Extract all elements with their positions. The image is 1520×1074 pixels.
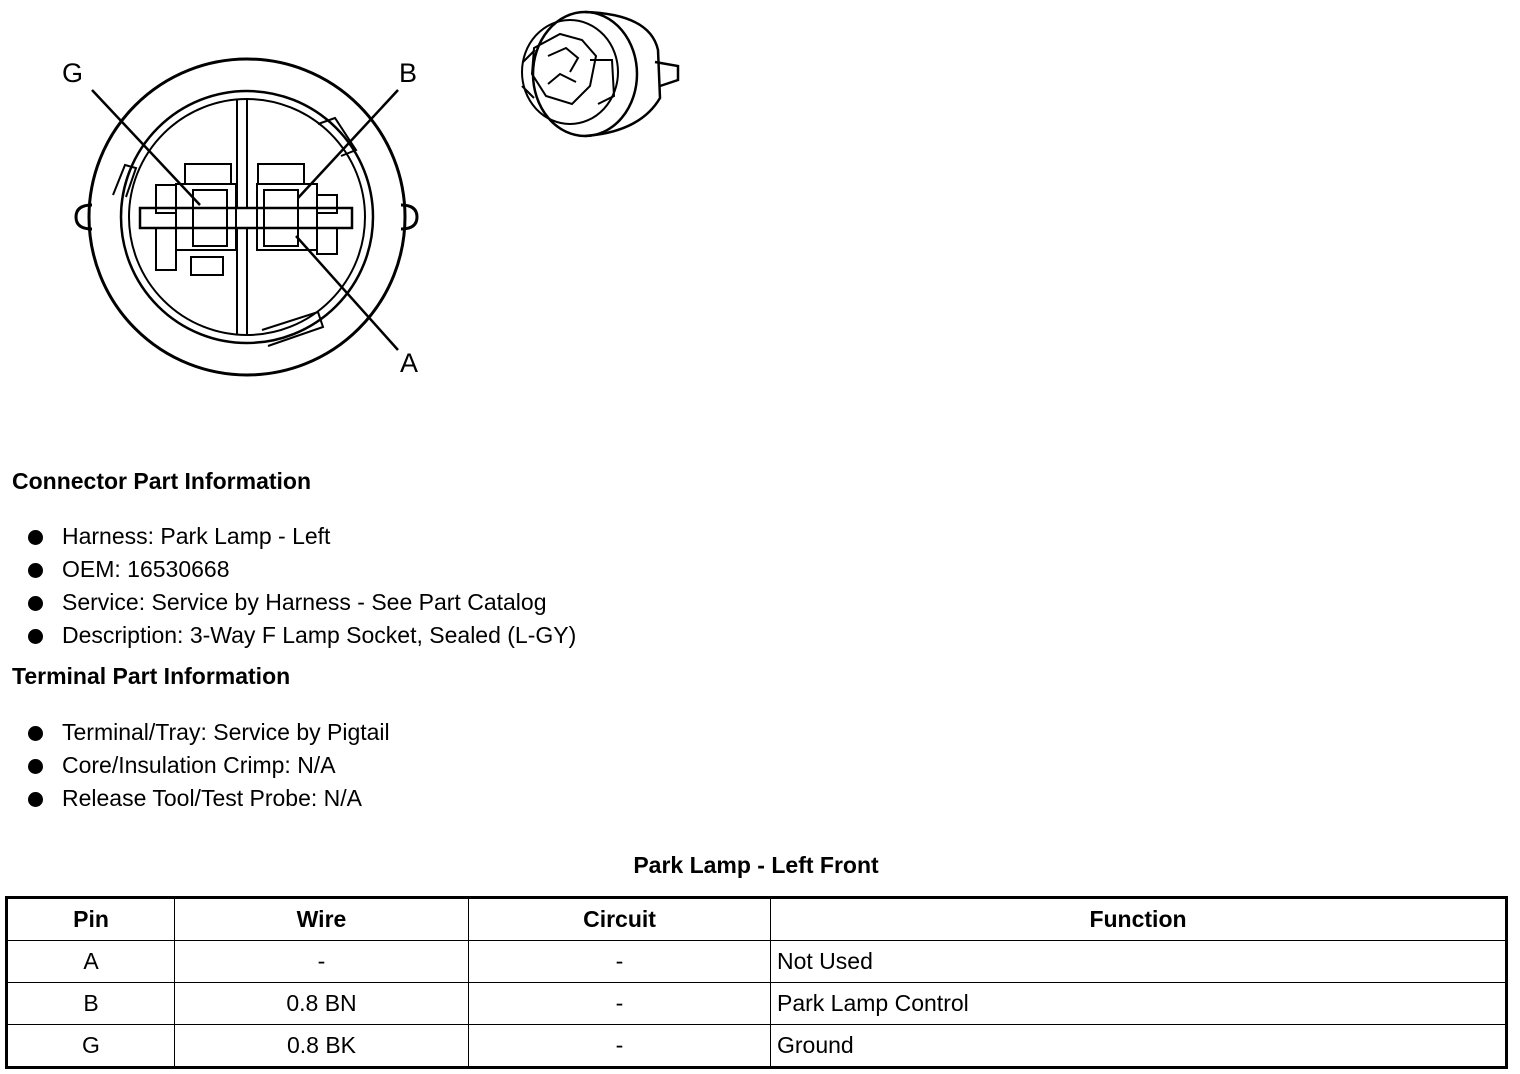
pinout-table bbox=[5, 896, 1508, 1069]
pin-label-a: A bbox=[400, 348, 419, 378]
cell-function: Not Used bbox=[771, 941, 1507, 983]
cell-pin: B bbox=[7, 983, 175, 1025]
list-item: Core/Insulation Crimp: N/A bbox=[28, 749, 390, 782]
list-item: Terminal/Tray: Service by Pigtail bbox=[28, 716, 390, 749]
cell-wire: - bbox=[175, 941, 469, 983]
header-function: Function bbox=[771, 898, 1507, 941]
cell-circuit: - bbox=[469, 983, 771, 1025]
list-item: Description: 3-Way F Lamp Socket, Sealed (L-GY) bbox=[28, 619, 576, 652]
cell-function: Ground bbox=[771, 1025, 1507, 1068]
terminal-part-info-title: Terminal Part Information bbox=[12, 663, 291, 689]
table-row bbox=[7, 1025, 1507, 1068]
connector-diagram bbox=[0, 0, 760, 420]
list-item: OEM: 16530668 bbox=[28, 553, 576, 586]
connector-part-info-title: Connector Part Information bbox=[12, 468, 312, 494]
bullet-icon bbox=[28, 530, 43, 545]
header-pin: Pin bbox=[7, 898, 175, 941]
bullet-icon bbox=[28, 563, 43, 578]
bullet-icon bbox=[28, 629, 43, 644]
connector-part-info-list bbox=[28, 520, 576, 652]
table-row bbox=[7, 941, 1507, 983]
bullet-icon bbox=[28, 759, 43, 774]
table-header-row bbox=[7, 898, 1507, 941]
list-item: Harness: Park Lamp - Left bbox=[28, 520, 576, 553]
lamp-socket-view bbox=[522, 12, 678, 136]
list-item: Release Tool/Test Probe: N/A bbox=[28, 782, 390, 815]
cell-function: Park Lamp Control bbox=[771, 983, 1507, 1025]
cell-circuit: - bbox=[469, 1025, 771, 1068]
bullet-icon bbox=[28, 792, 43, 807]
bullet-icon bbox=[28, 596, 43, 611]
pin-label-g: G bbox=[62, 58, 84, 88]
header-wire: Wire bbox=[175, 898, 469, 941]
table-caption: Park Lamp - Left Front bbox=[633, 852, 879, 878]
table-row bbox=[7, 983, 1507, 1025]
pin-label-b: B bbox=[399, 58, 418, 88]
header-circuit: Circuit bbox=[469, 898, 771, 941]
bullet-icon bbox=[28, 726, 43, 741]
cell-wire: 0.8 BN bbox=[175, 983, 469, 1025]
cell-pin: G bbox=[7, 1025, 175, 1068]
connector-face bbox=[76, 59, 417, 375]
cell-wire: 0.8 BK bbox=[175, 1025, 469, 1068]
cell-pin: A bbox=[7, 941, 175, 983]
terminal-part-info-list bbox=[28, 716, 390, 815]
cell-circuit: - bbox=[469, 941, 771, 983]
list-item: Service: Service by Harness - See Part Catalog bbox=[28, 586, 576, 619]
